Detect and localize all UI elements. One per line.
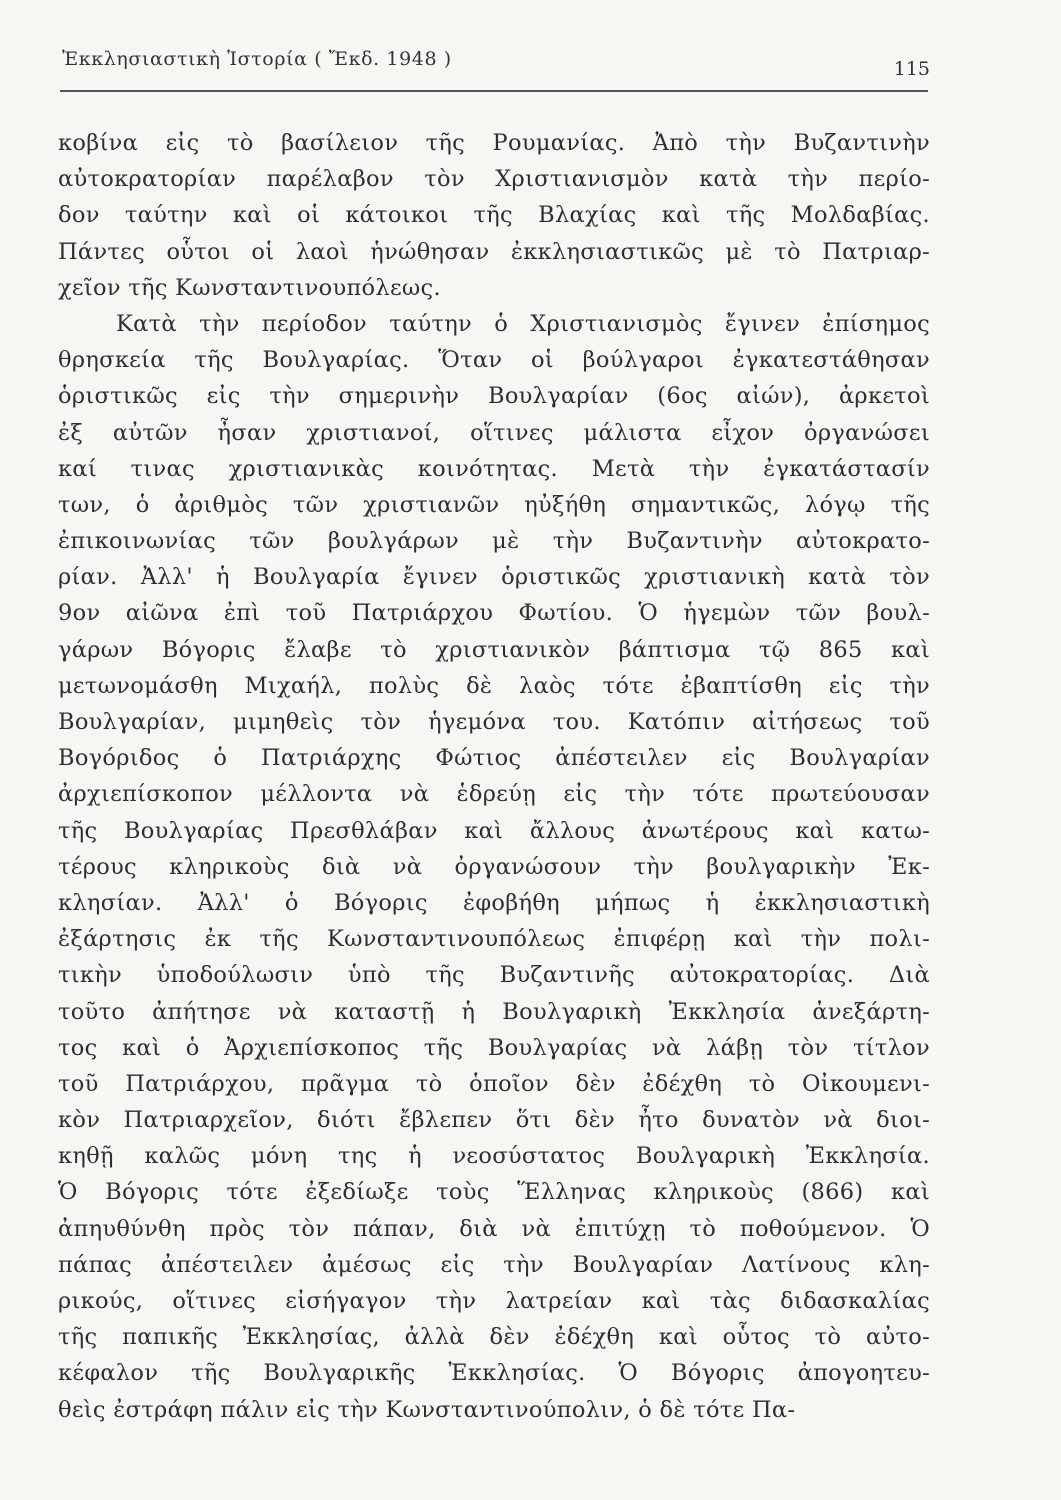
- body-text: [58, 125, 930, 1428]
- text-line: θεὶς ἐστράφη πάλιν εἰς τὴν Κωνσταντινούπολιν, ὁ δὲ τότε Πα-: [58, 1396, 796, 1423]
- text-line: των, ὁ ἀριθμὸς τῶν χριστιανῶν ηὐξήθη σημαντικῶς, λόγῳ τῆς: [58, 491, 930, 518]
- text-line: τος καὶ ὁ Ἀρχιεπίσκοπος τῆς Βουλγαρίας νὰ λάβῃ τὸν τίτλον: [58, 1034, 930, 1061]
- text-line: δον ταύτην καὶ οἱ κάτοικοι τῆς Βλαχίας καὶ τῆς Μολδαβίας.: [58, 202, 930, 229]
- text-line: Βογόριδος ὁ Πατριάρχης Φώτιος ἀπέστειλεν εἰς Βουλγαρίαν: [58, 745, 930, 772]
- text-line: ἀπηυθύνθη πρὸς τὸν πάπαν, διὰ νὰ ἐπιτύχῃ τὸ ποθούμενον. Ὁ: [58, 1215, 930, 1242]
- text-line: 9ον αἰῶνα ἐπὶ τοῦ Πατριάρχου Φωτίου. Ὁ ἡγεμὼν τῶν βουλ-: [58, 600, 930, 627]
- text-line: ρικούς, οἵτινες εἰσήγαγον τὴν λατρείαν καὶ τὰς διδασκαλίας: [58, 1288, 930, 1314]
- text-line: ἐξ αὐτῶν ἦσαν χριστιανοί, οἵτινες μάλιστα εἶχον ὀργανώσει: [58, 419, 930, 446]
- text-line: γάρων Βόγορις ἔλαβε τὸ χριστιανικὸν βάπτισμα τῷ 865 καὶ: [58, 636, 930, 663]
- text-line: Βουλγαρίαν, μιμηθεὶς τὸν ἡγεμόνα του. Κατόπιν αἰτήσεως τοῦ: [58, 709, 930, 735]
- text-line: κέφαλον τῆς Βουλγαρικῆς Ἐκκλησίας. Ὁ Βόγορις ἀπογοητευ-: [58, 1360, 930, 1387]
- text-line: χεῖον τῆς Κωνσταντινουπόλεως.: [58, 274, 441, 301]
- text-line: τέρους κληρικοὺς διὰ νὰ ὀργανώσουν τὴν βουλγαρικὴν Ἐκ-: [58, 853, 930, 880]
- text-line: πάπας ἀπέστειλεν ἀμέσως εἰς τὴν Βουλγαρίαν Λατίνους κλη-: [58, 1251, 930, 1278]
- text-line: ὁριστικῶς εἰς τὴν σημερινὴν Βουλγαρίαν (6ος αἰών), ἀρκετοὶ: [58, 383, 930, 410]
- text-line: θρησκεία τῆς Βουλγαρίας. Ὅταν οἱ βούλγαροι ἐγκατεστάθησαν: [58, 347, 930, 374]
- text-line: τῆς παπικῆς Ἐκκλησίας, ἀλλὰ δὲν ἐδέχθη καὶ οὗτος τὸ αὐτο-: [58, 1324, 930, 1351]
- text-line: καί τινας χριστιανικὰς κοινότητας. Μετὰ τὴν ἐγκατάστασίν: [58, 455, 930, 482]
- page-number: 115: [893, 58, 930, 80]
- running-title: Ἐκκλησιαστικὴ Ἱστορία ( Ἔκδ. 1948 ): [62, 48, 452, 70]
- text-line: τικὴν ὑποδούλωσιν ὑπὸ τῆς Βυζαντινῆς αὐτοκρατορίας. Διὰ: [58, 962, 930, 989]
- text-line: κὸν Πατριαρχεῖον, διότι ἔβλεπεν ὅτι δὲν ἦτο δυνατὸν νὰ διοι-: [58, 1107, 930, 1134]
- text-line: κηθῇ καλῶς μόνη της ἡ νεοσύστατος Βουλγαρικὴ Ἐκκλησία.: [58, 1143, 930, 1170]
- text-line: ἀρχιεπίσκοπον μέλλοντα νὰ ἑδρεύῃ εἰς τὴν τότε πρωτεύουσαν: [58, 781, 930, 808]
- text-line: ἐξάρτησις ἐκ τῆς Κωνσταντινουπόλεως ἐπιφέρῃ καὶ τὴν πολι-: [58, 926, 930, 953]
- running-head: [60, 42, 930, 82]
- text-line: ἐπικοινωνίας τῶν βουλγάρων μὲ τὴν Βυζαντινὴν αὐτοκρατο-: [58, 528, 930, 555]
- text-line: ρίαν. Ἀλλ' ἡ Βουλγαρία ἔγινεν ὁριστικῶς χριστιανικὴ κατὰ τὸν: [58, 564, 930, 591]
- text-line: μετωνομάσθη Μιχαήλ, πολὺς δὲ λαὸς τότε ἐβαπτίσθη εἰς τὴν: [58, 672, 930, 699]
- text-line: κοβίνα εἰς τὸ βασίλειον τῆς Ρουμανίας. Ἀπὸ τὴν Βυζαντινὴν: [58, 130, 930, 156]
- text-line: κλησίαν. Ἀλλ' ὁ Βόγορις ἐφοβήθη μήπως ἡ ἐκκλησιαστικὴ: [58, 889, 930, 916]
- text-line: Πάντες οὗτοι οἱ λαοὶ ἡνώθησαν ἐκκλησιαστικῶς μὲ τὸ Πατριαρ-: [58, 238, 930, 265]
- text-line: αὐτοκρατορίαν παρέλαβον τὸν Χριστιανισμὸν κατὰ τὴν περίο-: [58, 166, 930, 193]
- text-line: Κατὰ τὴν περίοδον ταύτην ὁ Χριστιανισμὸς ἔγινεν ἐπίσημος: [116, 310, 930, 337]
- text-line: τοῦτο ἀπήτησε νὰ καταστῇ ἡ Βουλγαρικὴ Ἐκκλησία ἀνεξάρτη-: [58, 998, 930, 1025]
- header-rule: [60, 90, 928, 92]
- text-line: Ὁ Βόγορις τότε ἐξεδίωξε τοὺς Ἕλληνας κληρικοὺς (866) καὶ: [58, 1179, 930, 1206]
- text-line: τῆς Βουλγαρίας Πρεσθλάβαν καὶ ἄλλους ἀνωτέρους καὶ κατω-: [58, 817, 930, 844]
- text-line: τοῦ Πατριάρχου, πρᾶγμα τὸ ὁποῖον δὲν ἐδέχθη τὸ Οἰκουμενι-: [58, 1070, 930, 1097]
